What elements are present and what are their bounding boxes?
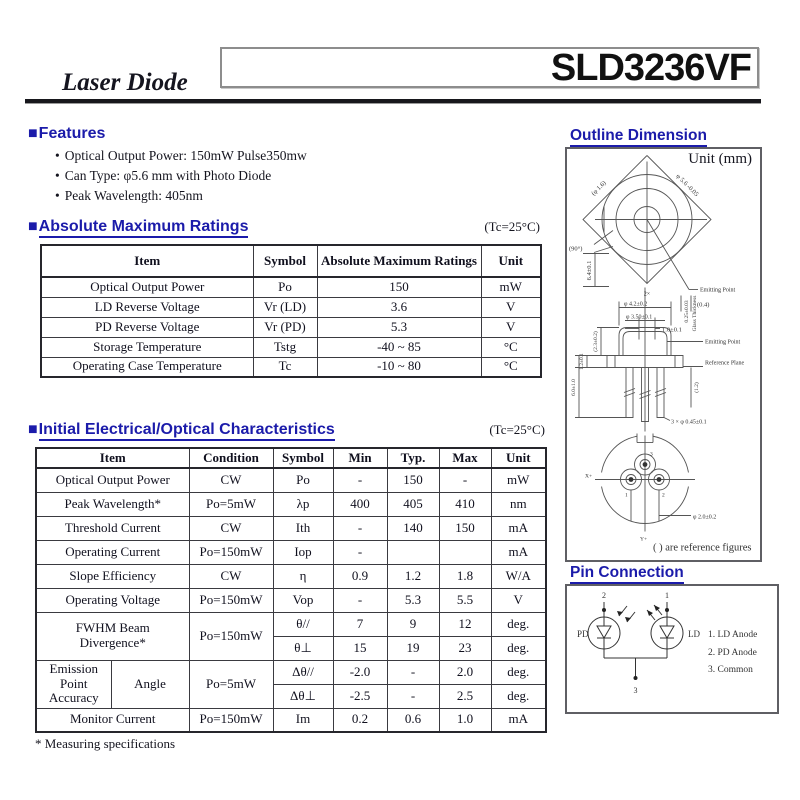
chr-header-min: Min <box>333 448 387 468</box>
cell-value: 3.6 <box>317 297 481 317</box>
row-label: Optical Output Power <box>41 277 253 297</box>
axis-label: X+ <box>585 473 593 480</box>
chr-header-typ: Typ. <box>387 448 439 468</box>
features-title: Features <box>38 125 106 142</box>
chr-header-item: Item <box>36 448 189 468</box>
dim-label: 0.25±0.03 <box>684 300 690 323</box>
reference-plane-label: Reference Plane <box>705 360 745 367</box>
cell-min: 0.2 <box>333 708 387 732</box>
table-row <box>36 660 546 684</box>
table-row <box>41 337 541 357</box>
cell-typ: - <box>387 660 439 684</box>
table-row <box>36 516 546 540</box>
cell-max: 1.0 <box>439 708 491 732</box>
dim-label: 3 × φ 0.45±0.1 <box>671 419 707 426</box>
outline-drawing <box>567 149 760 560</box>
characteristics-heading <box>28 421 545 438</box>
cell-typ: - <box>387 684 439 708</box>
cell-typ: 140 <box>387 516 439 540</box>
chr-header-max: Max <box>439 448 491 468</box>
abs-max-title: Absolute Maximum Ratings <box>39 218 249 238</box>
cell-symbol: Ith <box>273 516 333 540</box>
cell-min: 400 <box>333 492 387 516</box>
table-row <box>36 612 546 636</box>
row-label: Operating Case Temperature <box>41 357 253 377</box>
dim-label: (90°) <box>569 245 583 253</box>
cell-unit: V <box>481 297 541 317</box>
cell-typ: 1.2 <box>387 564 439 588</box>
cell-condition: CW <box>189 468 273 492</box>
part-number: SLD3236VF <box>550 46 751 89</box>
row-label: LD Reverse Voltage <box>41 297 253 317</box>
row-label: Operating Current <box>36 540 189 564</box>
dim-label: Glass Thickness <box>692 295 698 332</box>
amr-header-rating: Absolute Maximum Ratings <box>317 245 481 277</box>
cell-condition: Po=5mW <box>189 660 273 708</box>
cell-symbol: Po <box>273 468 333 492</box>
table-row <box>36 564 546 588</box>
table-row <box>36 588 546 612</box>
row-label: PD Reverse Voltage <box>41 317 253 337</box>
cell-symbol: η <box>273 564 333 588</box>
dim-label: 1.2±0.1 <box>579 353 585 370</box>
row-label: Slope Efficiency <box>36 564 189 588</box>
cell-symbol: Vop <box>273 588 333 612</box>
dim-label: 1.0±0.1 <box>662 326 682 334</box>
dim-label: φ 5.6 -0.05 <box>674 172 700 199</box>
cell-typ: 5.3 <box>387 588 439 612</box>
axis-label: Y+ <box>640 536 648 543</box>
ld-label: LD <box>688 629 700 639</box>
characteristics-condition: (Tc=25°C) <box>489 422 545 437</box>
pin-number: 2 <box>662 492 665 499</box>
cell-unit: °C <box>481 357 541 377</box>
cell-max: 23 <box>439 636 491 660</box>
legend-item: 3. Common <box>708 665 753 675</box>
side-view-labels <box>571 292 744 426</box>
cell-unit: mW <box>491 468 546 492</box>
cell-symbol: θ// <box>273 612 333 636</box>
cell-condition: Po=5mW <box>189 492 273 516</box>
cell-min: - <box>333 516 387 540</box>
dim-label: φ 4.2±0.2 <box>624 301 648 308</box>
cell-typ <box>387 540 439 564</box>
row-label: Threshold Current <box>36 516 189 540</box>
bullet: • <box>55 148 60 163</box>
feature-item <box>55 166 307 186</box>
cell-max <box>439 540 491 564</box>
table-row <box>41 357 541 377</box>
cell-value: -10 ~ 80 <box>317 357 481 377</box>
cell-symbol: Vr (PD) <box>253 317 317 337</box>
cell-max: 5.5 <box>439 588 491 612</box>
cell-max: - <box>439 468 491 492</box>
row-label: Peak Wavelength* <box>36 492 189 516</box>
cell-unit: °C <box>481 337 541 357</box>
cell-symbol: Vr (LD) <box>253 297 317 317</box>
amr-header-symbol: Symbol <box>253 245 317 277</box>
outline-heading <box>570 127 707 147</box>
cell-min: 0.9 <box>333 564 387 588</box>
outline-title: Outline Dimension <box>570 127 707 147</box>
pin-number: 2 <box>602 591 606 600</box>
pin-number: 1 <box>665 591 669 600</box>
cell-min: - <box>333 540 387 564</box>
cell-unit: deg. <box>491 660 546 684</box>
cell-max: 2.5 <box>439 684 491 708</box>
cell-condition: Po=150mW <box>189 708 273 732</box>
cell-typ: 150 <box>387 468 439 492</box>
section-marker: ■ <box>28 421 38 438</box>
cell-max: 150 <box>439 516 491 540</box>
dim-label: 6.0±1.0 <box>571 379 577 396</box>
cell-typ: 0.6 <box>387 708 439 732</box>
cell-symbol: Δθ// <box>273 660 333 684</box>
legend-item: 1. LD Anode <box>708 630 758 640</box>
cell-symbol: Tstg <box>253 337 317 357</box>
features-heading <box>28 125 105 142</box>
feature-text: Optical Output Power: 150mW Pulse350mw <box>64 148 307 163</box>
cell-unit: deg. <box>491 636 546 660</box>
cell-unit: mW <box>481 277 541 297</box>
cell-min: 15 <box>333 636 387 660</box>
cell-symbol: Tc <box>253 357 317 377</box>
cell-unit: mA <box>491 540 546 564</box>
table-row <box>41 297 541 317</box>
cell-value: -40 ~ 85 <box>317 337 481 357</box>
table-row <box>36 540 546 564</box>
cell-symbol: θ⊥ <box>273 636 333 660</box>
dim-label: (0.4) <box>697 301 710 309</box>
cell-min: -2.5 <box>333 684 387 708</box>
cell-max: 12 <box>439 612 491 636</box>
pin-drawing <box>567 586 777 712</box>
row-sublabel: Angle <box>111 660 189 708</box>
emitting-point-label: Emitting Point <box>700 287 736 294</box>
cell-symbol: Im <box>273 708 333 732</box>
bottom-view <box>595 433 695 532</box>
abs-max-heading <box>28 218 540 235</box>
cell-condition: Po=150mW <box>189 588 273 612</box>
measuring-footnote: * Measuring specifications <box>35 736 176 751</box>
bullet: • <box>55 168 60 183</box>
pin-number: 1 <box>625 492 628 499</box>
characteristics-title: Initial Electrical/Optical Characteristics <box>39 421 335 441</box>
pd-label: PD <box>577 629 589 639</box>
cell-condition: CW <box>189 516 273 540</box>
section-marker: ■ <box>28 125 38 142</box>
amr-header-item: Item <box>41 245 253 277</box>
cell-unit: V <box>491 588 546 612</box>
section-marker: ■ <box>28 218 38 235</box>
cell-unit: nm <box>491 492 546 516</box>
dim-label: (2.3±0.2) <box>593 331 599 352</box>
product-family: Laser Diode <box>62 69 188 96</box>
cell-condition: CW <box>189 564 273 588</box>
header-rule <box>25 99 761 104</box>
cell-symbol: λp <box>273 492 333 516</box>
chr-header-unit: Unit <box>491 448 546 468</box>
table-row <box>36 708 546 732</box>
pin-title: Pin Connection <box>570 564 684 584</box>
row-label: FWHM Beam Divergence* <box>36 612 189 660</box>
row-label: Storage Temperature <box>41 337 253 357</box>
cell-typ: 9 <box>387 612 439 636</box>
dim-label: (φ 1.6) <box>590 179 608 198</box>
characteristics-table <box>35 447 547 733</box>
cell-unit: deg. <box>491 684 546 708</box>
row-label: Operating Voltage <box>36 588 189 612</box>
cell-typ: 19 <box>387 636 439 660</box>
feature-text: Can Type: φ5.6 mm with Photo Diode <box>64 168 272 183</box>
cell-min: 7 <box>333 612 387 636</box>
dim-label: 6.4±0.1 <box>586 260 593 281</box>
dim-label: φ 2.0±0.2 <box>693 514 717 521</box>
chr-header-condition: Condition <box>189 448 273 468</box>
table-row <box>41 277 541 297</box>
dim-label: φ 3.50±0.1 <box>626 314 653 321</box>
cell-max: 410 <box>439 492 491 516</box>
cell-unit: W/A <box>491 564 546 588</box>
feature-item <box>55 186 307 206</box>
cell-symbol: Iop <box>273 540 333 564</box>
cell-value: 150 <box>317 277 481 297</box>
cell-max: 2.0 <box>439 660 491 684</box>
cell-min: -2.0 <box>333 660 387 684</box>
cell-value: 5.3 <box>317 317 481 337</box>
chr-header-symbol: Symbol <box>273 448 333 468</box>
cell-typ: 405 <box>387 492 439 516</box>
row-label: Emission Point Accuracy <box>36 660 111 708</box>
abs-max-table <box>40 244 542 378</box>
outline-box <box>565 147 762 562</box>
cell-unit: V <box>481 317 541 337</box>
cell-symbol: Δθ⊥ <box>273 684 333 708</box>
feature-item <box>55 146 307 166</box>
legend-item: 2. PD Anode <box>708 648 757 658</box>
cell-min: - <box>333 588 387 612</box>
pin-diagram <box>588 602 683 680</box>
part-number-box <box>220 47 759 88</box>
cell-max: 1.8 <box>439 564 491 588</box>
emitting-point-label: Emitting Point <box>705 339 741 346</box>
pin-heading <box>570 564 684 584</box>
pin-number: 3 <box>650 451 653 458</box>
amr-header-unit: Unit <box>481 245 541 277</box>
reference-note: ( ) are reference figures <box>653 542 752 554</box>
table-row <box>36 492 546 516</box>
row-label: Monitor Current <box>36 708 189 732</box>
cell-condition: Po=150mW <box>189 540 273 564</box>
dim-label: (1.2) <box>694 382 700 393</box>
cell-unit: mA <box>491 516 546 540</box>
table-row <box>36 468 546 492</box>
dim-label: 2× <box>643 291 651 298</box>
pin-box <box>565 584 779 714</box>
row-label: Optical Output Power <box>36 468 189 492</box>
cell-min: - <box>333 468 387 492</box>
cell-symbol: Po <box>253 277 317 297</box>
unit-label: Unit (mm) <box>688 151 752 167</box>
cell-unit: mA <box>491 708 546 732</box>
features-list <box>55 146 307 206</box>
pin-number: 3 <box>633 686 638 695</box>
cell-condition: Po=150mW <box>189 612 273 660</box>
abs-max-condition: (Tc=25°C) <box>484 219 540 234</box>
bullet: • <box>55 188 60 203</box>
cell-unit: deg. <box>491 612 546 636</box>
feature-text: Peak Wavelength: 405nm <box>64 188 203 203</box>
table-row <box>41 317 541 337</box>
